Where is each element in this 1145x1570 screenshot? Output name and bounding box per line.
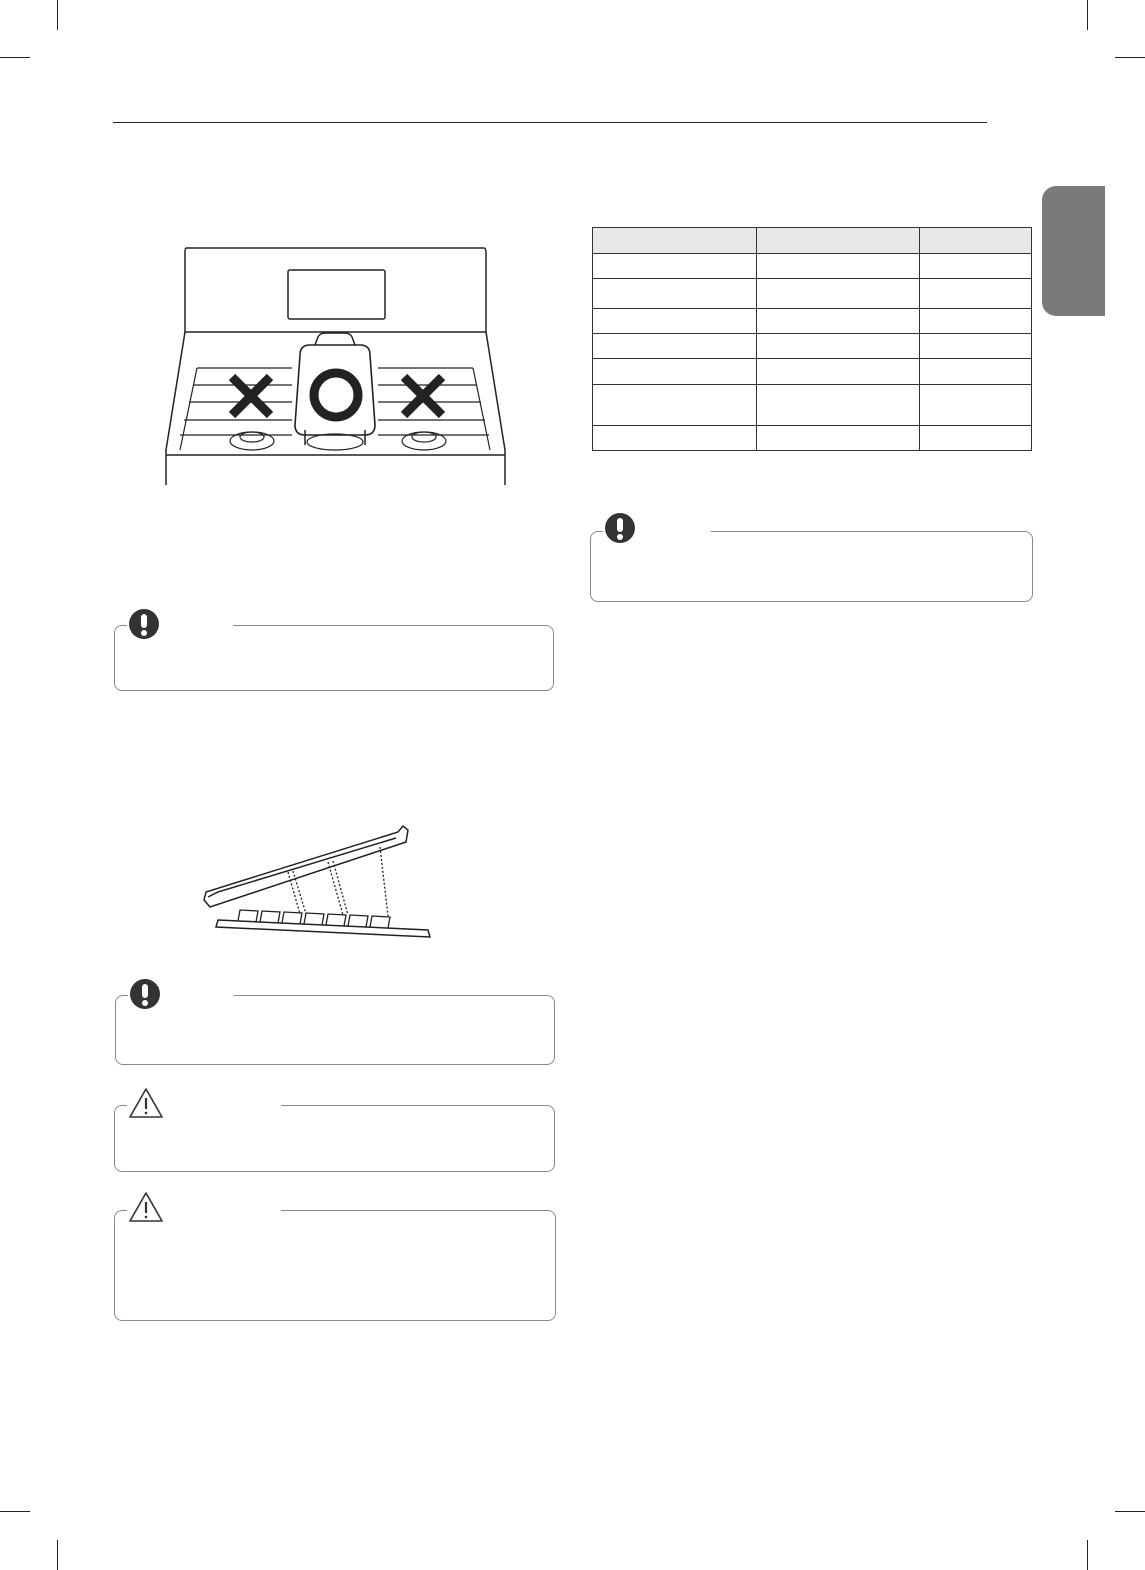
crop-mark <box>1115 1511 1145 1512</box>
table-cell <box>756 254 920 279</box>
table-row <box>593 279 1032 309</box>
table-cell <box>920 426 1032 451</box>
table-row <box>593 426 1032 451</box>
crop-mark <box>0 57 30 58</box>
table-header-cell <box>920 228 1032 254</box>
crop-mark <box>1115 57 1145 58</box>
table-cell <box>756 426 920 451</box>
table-cell <box>920 309 1032 334</box>
table-row <box>593 254 1032 279</box>
warning-triangle-icon <box>128 1191 164 1223</box>
exclamation-icon <box>604 512 636 544</box>
header-rule <box>113 122 987 123</box>
correct-position-mark <box>314 373 358 417</box>
table-row <box>593 334 1032 359</box>
caution-box <box>114 1210 556 1321</box>
exclamation-icon <box>129 978 161 1010</box>
caution-box <box>114 1105 555 1172</box>
table-cell <box>593 359 757 385</box>
table-cell <box>756 334 920 359</box>
griddle-fit-illustration <box>198 822 438 947</box>
table-cell <box>920 359 1032 385</box>
table-cell <box>756 385 920 426</box>
table-cell <box>593 334 757 359</box>
table-header-row <box>593 228 1032 254</box>
notice-box <box>114 625 554 691</box>
table-cell <box>593 385 757 426</box>
section-tab[interactable] <box>1042 186 1105 316</box>
table-cell <box>593 426 757 451</box>
table-row <box>593 309 1032 334</box>
table-cell <box>756 309 920 334</box>
crop-mark <box>57 1540 58 1570</box>
table-cell <box>920 254 1032 279</box>
cooktop-griddle-illustration <box>160 245 510 490</box>
table-header-cell <box>756 228 920 254</box>
notice-box <box>590 531 1033 602</box>
crop-mark <box>0 1511 30 1512</box>
table-cell <box>920 279 1032 309</box>
specification-table <box>592 227 1032 451</box>
table-cell <box>756 279 920 309</box>
table-cell <box>756 359 920 385</box>
table-cell <box>593 279 757 309</box>
wrong-position-mark <box>232 377 442 415</box>
exclamation-icon <box>128 608 160 640</box>
table-cell <box>593 254 757 279</box>
table-cell <box>920 385 1032 426</box>
crop-mark <box>1087 0 1088 30</box>
table-header-cell <box>593 228 757 254</box>
table-cell <box>920 334 1032 359</box>
table-cell <box>593 309 757 334</box>
crop-mark <box>57 0 58 30</box>
notice-box <box>115 995 555 1065</box>
crop-mark <box>1087 1540 1088 1570</box>
table-row <box>593 359 1032 385</box>
table-row <box>593 385 1032 426</box>
warning-triangle-icon <box>128 1087 164 1119</box>
